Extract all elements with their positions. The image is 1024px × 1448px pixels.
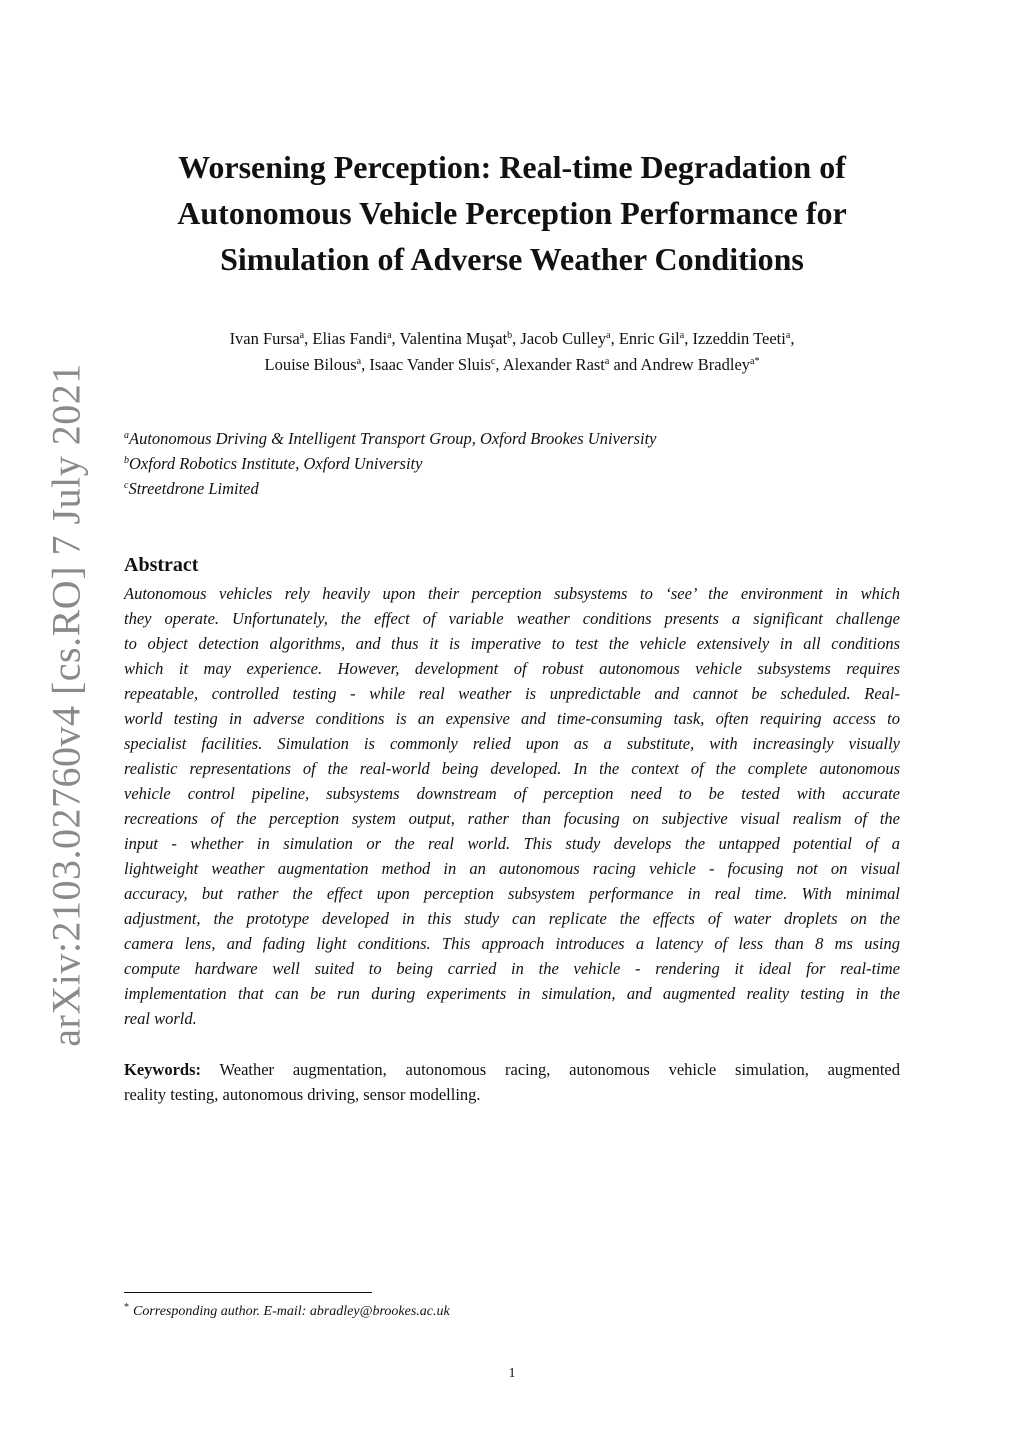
- affiliation-item: [124, 426, 900, 451]
- footnote: [124, 1304, 450, 1320]
- author-sep: ,: [495, 355, 503, 374]
- abstract-line: repeatable, controlled testing - while real weather is unpredictable and cannot be scheduled. Real-: [124, 684, 900, 703]
- author-sup: a: [387, 330, 392, 341]
- author-sup: a: [606, 330, 611, 341]
- affiliation-list: [124, 426, 900, 501]
- title-line: Simulation of Adverse Weather Conditions: [220, 241, 804, 277]
- abstract-line: specialist facilities. Simulation is commonly relied upon as a substitute, with increasingly visually: [124, 734, 900, 753]
- author-sep: and: [609, 355, 641, 374]
- author-sup: a: [356, 356, 362, 367]
- author-sep: ,: [610, 329, 619, 348]
- affiliation-item: [124, 476, 900, 501]
- abstract-line: compute hardware well suited to being carried in the vehicle - rendering it ideal for real-time: [124, 959, 900, 978]
- footnote-text: Corresponding author. E-mail: abradley@brookes.ac.uk: [133, 1304, 450, 1319]
- title-line: Autonomous Vehicle Perception Performance for: [177, 195, 847, 231]
- author-sup: c: [490, 356, 496, 367]
- abstract-line: to object detection algorithms, and thus it is imperative to test the vehicle extensively in all conditions: [124, 634, 900, 653]
- keywords-label: Keywords:: [124, 1060, 201, 1079]
- affiliation-text: Autonomous Driving & Intelligent Transport Group, Oxford Brookes University: [129, 429, 657, 448]
- abstract-line: camera lens, and fading light conditions. This approach introduces a latency of less than 8 ms using: [124, 934, 900, 953]
- abstract-body: [124, 581, 900, 1031]
- abstract-line: Autonomous vehicles rely heavily upon their perception subsystems to ‘see’ the environment in which: [124, 584, 900, 603]
- abstract-line: lightweight weather augmentation method in an autonomous racing vehicle - focusing not on visual: [124, 859, 900, 878]
- author-name: Jacob Culley: [520, 329, 607, 348]
- author-sep: ,: [512, 329, 521, 348]
- abstract-line: real world.: [124, 1009, 197, 1028]
- author-name: Elias Fandi: [312, 329, 388, 348]
- author-sep: ,: [790, 329, 795, 348]
- author-name: Alexander Rast: [502, 355, 605, 374]
- author-sup: a*: [750, 356, 760, 367]
- abstract-line: world testing in adverse conditions is an expensive and time-consuming task, often requiring access to: [124, 709, 900, 728]
- author-sup: a: [604, 356, 610, 367]
- title-line: Worsening Perception: Real-time Degradation of: [178, 149, 846, 185]
- keywords-line: [124, 1057, 900, 1082]
- keywords-text: Weather augmentation, autonomous racing, autonomous vehicle simulation, augmented: [201, 1060, 900, 1079]
- affiliation-sup: a: [124, 430, 129, 441]
- author-name: Andrew Bradley: [640, 355, 751, 374]
- affiliation-sup: c: [124, 480, 129, 491]
- abstract-line: recreations of the perception system output, rather than focusing on subjective visual realism of the: [124, 809, 900, 828]
- author-name: Izzeddin Teeti: [692, 329, 786, 348]
- author-sep: ,: [361, 355, 370, 374]
- footnote-marker: *: [124, 1302, 129, 1313]
- abstract-line: which it may experience. However, development of robust autonomous vehicle subsystems requires: [124, 659, 900, 678]
- author-line-2: [124, 352, 900, 378]
- affiliation-text: Oxford Robotics Institute, Oxford University: [129, 454, 423, 473]
- author-sup: b: [507, 330, 513, 341]
- author-sep: ,: [304, 329, 313, 348]
- author-name: Valentina Muşat: [399, 329, 508, 348]
- abstract-heading: Abstract: [124, 554, 199, 576]
- abstract-line: accuracy, but rather the effect upon perception subsystem performance in real time. With minimal: [124, 884, 900, 903]
- author-list: [124, 326, 900, 378]
- paper-title: [124, 144, 900, 282]
- author-name: Ivan Fursa: [229, 329, 300, 348]
- author-name: Louise Bilous: [264, 355, 357, 374]
- abstract-line: vehicle control pipeline, subsystems downstream of perception need to be tested with accurate: [124, 784, 900, 803]
- keywords: [124, 1057, 900, 1107]
- author-line-1: [124, 326, 900, 352]
- author-sup: a: [679, 330, 685, 341]
- abstract-line: implementation that can be run during experiments in simulation, and augmented reality testing in the: [124, 984, 900, 1003]
- page-number: 1: [508, 1366, 516, 1381]
- author-name: Isaac Vander Sluis: [369, 355, 491, 374]
- author-sup: a: [785, 330, 791, 341]
- affiliation-text: Streetdrone Limited: [128, 479, 259, 498]
- affiliation-sup: b: [124, 455, 129, 466]
- arxiv-stamp-text: arXiv:2103.02760v4 [cs.RO] 7 July 2021: [43, 363, 89, 1047]
- author-sep: ,: [684, 329, 693, 348]
- abstract-line: adjustment, the prototype developed in this study can replicate the effects of water droplets on the: [124, 909, 900, 928]
- author-name: Enric Gil: [618, 329, 680, 348]
- author-sep: ,: [391, 329, 400, 348]
- affiliation-item: [124, 451, 900, 476]
- author-sup: a: [299, 330, 305, 341]
- footnote-rule: [124, 1292, 372, 1293]
- abstract-line: they operate. Unfortunately, the effect of variable weather conditions presents a significant challenge: [124, 609, 900, 628]
- keywords-line: reality testing, autonomous driving, sensor modelling.: [124, 1085, 481, 1104]
- abstract-line: realistic representations of the real-world being developed. In the context of the complete autonomous: [124, 759, 900, 778]
- abstract-line: input - whether in simulation or the real world. This study develops the untapped potential of a: [124, 834, 900, 853]
